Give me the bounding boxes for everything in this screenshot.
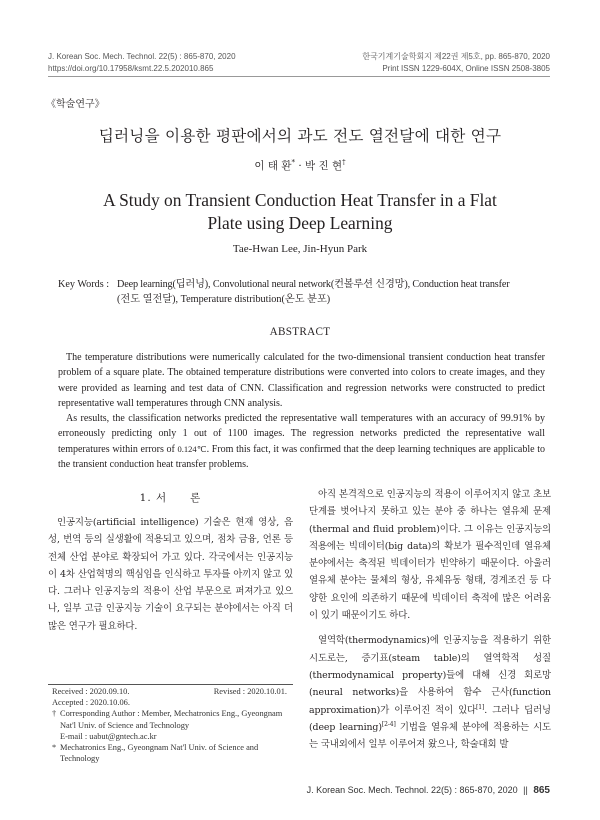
author-1-korean: 이 태 환 bbox=[254, 160, 292, 172]
corresponding-author-text: Corresponding Author : Member, Mechatronics Eng., Gyeongnam Nat'l Univ. of Science and Technology bbox=[60, 709, 283, 730]
article-category: 《학술연구》 bbox=[46, 99, 105, 110]
abstract-paragraph-2 bbox=[58, 411, 545, 472]
authors-english: Tae-Hwan Lee, Jin-Hyun Park bbox=[232, 243, 368, 255]
keywords-line-2: (전도 열전달), Temperature distribution(온도 분포) bbox=[117, 293, 331, 305]
received-date: Received : 2020.09.10. bbox=[52, 687, 130, 696]
abstract-heading: ABSTRACT bbox=[269, 326, 331, 338]
title-english-line-2: Plate using Deep Learning bbox=[207, 213, 393, 233]
footnote-block bbox=[52, 686, 293, 764]
author-2-korean: 박 진 현 bbox=[305, 160, 343, 172]
paper-title-korean: 딥러닝을 이용한 평판에서의 과도 전도 열전달에 대한 연구 bbox=[98, 127, 502, 145]
footnote-divider bbox=[48, 684, 293, 685]
header-doi[interactable]: https://doi.org/10.17958/ksmt.22.5.202010.865 bbox=[48, 64, 214, 73]
keywords-label: Key Words : bbox=[58, 279, 110, 290]
abstract-paragraph-1: The temperature distributions were numerically calculated for the two-dimensional transient conduction heat transfer problem of a square plate. The obtained temperature distributions were converted into colors to create images, and they were provided as learning and test data of CNN. Classification and regression networks were constructed to predict representative wall temperatures through CNN analysis. bbox=[58, 352, 545, 409]
author-2-mark: † bbox=[342, 158, 346, 167]
revised-date: Revised : 2020.10.01. bbox=[213, 687, 287, 696]
page-number: 865 bbox=[533, 785, 550, 796]
corresponding-email[interactable]: E-mail : uabut@gntech.ac.kr bbox=[60, 731, 157, 741]
right-column-paragraph-2-text-b: . 그러나 딥러닝(deep learning) bbox=[309, 704, 552, 733]
affiliation-mark: * bbox=[52, 743, 57, 753]
header-divider bbox=[48, 76, 550, 77]
error-value: 0.124℃ bbox=[177, 443, 207, 454]
right-column-text bbox=[309, 486, 551, 753]
author-separator: · bbox=[294, 160, 305, 172]
right-column-paragraph-2 bbox=[309, 632, 551, 753]
footer-separator: || bbox=[523, 785, 528, 795]
reference-1[interactable]: [1] bbox=[476, 703, 485, 711]
paper-title-english bbox=[0, 189, 600, 235]
header-journal-korean: 한국기계기술학회지 제22권 제5호, pp. 865-870, 2020 bbox=[362, 52, 550, 61]
corresponding-author-note bbox=[52, 708, 293, 730]
footer-journal-citation: J. Korean Soc. Mech. Technol. 22(5) : 865-870, 2020 bbox=[306, 785, 518, 795]
title-english-line-1: A Study on Transient Conduction Heat Transfer in a Flat bbox=[103, 190, 497, 210]
right-column-paragraph-1: 아직 본격적으로 인공지능의 적용이 이루어지지 않고 초보 단계를 벗어나지 못하고 있는 분야 중 하나는 열유체 문제(thermal and fluid problem)이다. 그 이유는 인공지능의 적용에는 빅데이터(big data)의 확보가 필수적인데 열유체 분야에서는 축적된 빅데이터가 빈약하기 때문이다. 아울러 열유체 분야는 물체의 형상, 유체유동 형태, 경계조건 등 다양한 요인에 의존하기 때문에 빅데이터 축적에 많은 어려움이 있기 때문이기도 하다. bbox=[309, 489, 551, 622]
header-journal-citation: J. Korean Soc. Mech. Technol. 22(5) : 865-870, 2020 bbox=[48, 52, 236, 61]
keywords-line-1: Deep learning(딥러닝), Convolutional neural network(컨볼루션 신경망), Conduction heat transfer bbox=[117, 279, 510, 290]
corresponding-mark: † bbox=[52, 709, 57, 719]
page-footer bbox=[307, 785, 550, 796]
right-column-paragraph-2-text-a: 열역학(thermodynamics)에 인공지능을 적용하기 위한 시도로는, 증기표(steam table)의 열역학적 성질(thermodynamical property)들에 대해 신경 회로망(neural networks)을 사용하여 함수 근사(function approximation)가 이루어진 적이 있다 bbox=[309, 635, 551, 716]
affiliation-note bbox=[52, 742, 293, 764]
section-1-paragraph-1: 인공지능(artificial intelligence) 기술은 현재 영상, 음성, 번역 등의 실생활에 적용되고 있으며, 점차 금융, 언론 등 전체 산업 분야로 확장되어 가고 있다. 각국에서는 인공지능이 4차 산업혁명의 핵심임을 인식하고 투자를 아끼지 않고 있다. 그러나 인공지능의 적용이 산업 부문으로 퍼져가고 있으나, 일부 고급 인공지능 기술이 요구되는 분야에서는 아직 더 많은 연구가 필요하다. bbox=[48, 517, 293, 632]
abstract-paragraph-2-text-a: As results, the classification networks predicted the representative wall temperatures with an accuracy of 99.91% by erroneously predicting only 1 out of 1100 images. The regression networks predicted the representative wall temperatures within errors of bbox=[58, 413, 545, 455]
accepted-date: Accepted : 2020.10.06. bbox=[52, 698, 130, 708]
authors-korean bbox=[0, 158, 600, 173]
author-1-mark: * bbox=[291, 158, 295, 167]
header-issn: Print ISSN 1229-604X, Online ISSN 2508-3805 bbox=[382, 64, 550, 73]
right-column-paragraph-2-text-c: 기법을 열유체 분야에 적용하는 시도는 국내외에서 일부 이루어져 왔으나, 학술대회 발 bbox=[309, 721, 551, 751]
section-1-heading: 1. 서 론 bbox=[139, 492, 202, 504]
keywords-list bbox=[117, 278, 557, 307]
abstract-body bbox=[58, 350, 545, 472]
reference-2-4[interactable]: [2-4] bbox=[381, 720, 396, 728]
affiliation-text: Mechatronics Eng., Gyeongnam Nat'l Univ. of Science and Technology bbox=[60, 743, 259, 764]
footnote-dates-row bbox=[52, 686, 293, 697]
abstract-paragraph-2-text-b: . From this fact, it was confirmed that the deep learning techniques are applicable to the transient conduction heat transfer problems. bbox=[58, 443, 546, 471]
